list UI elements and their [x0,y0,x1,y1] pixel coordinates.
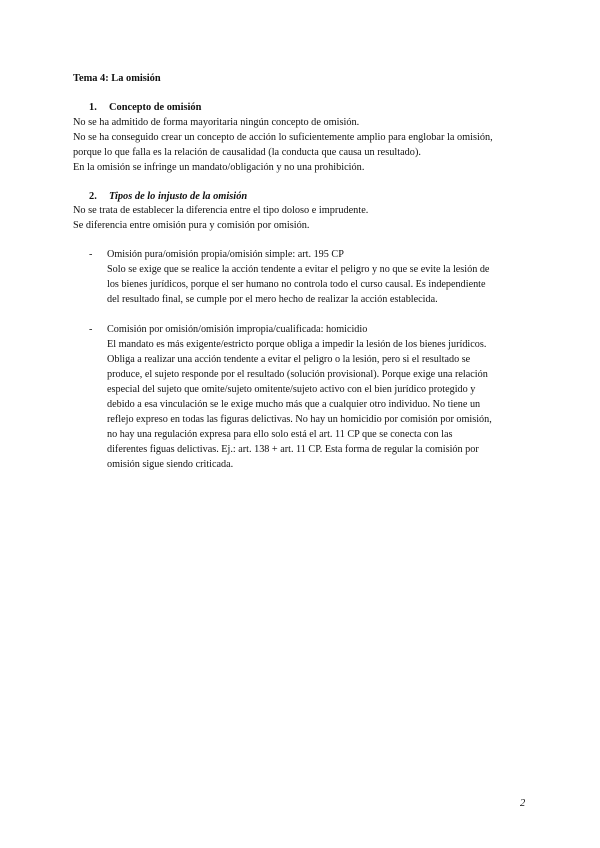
section-number: 2. [89,191,97,202]
section-heading-tipos [89,191,247,202]
list-item-line: los bienes jurídicos, porque el ser humano no controla todo el curso causal. Es independiente [107,279,486,290]
list-item-line: El mandato es más exigente/estricto porque obliga a impedir la lesión de los bienes jurídicos. [107,339,487,350]
list-item-line: Omisión pura/omisión propia/omisión simple: art. 195 CP [107,249,344,260]
list-item-body [107,322,539,472]
paragraph-line: No se trata de establecer la diferencia entre el tipo doloso e imprudente. [73,205,369,216]
list-item-line: especial del sujeto que omite/sujeto omitente/sujeto activo con el bien jurídico protegido y [107,384,476,395]
section-heading-concepto [89,102,201,113]
paragraph-line: porque lo que falla es la relación de causalidad (la conducta que causa un resultado). [73,147,421,158]
bullet-dash: - [89,249,93,260]
list-item-line: debido a esa vinculación se le exige mucho más que a cualquier otro individuo. No tiene un [107,399,481,410]
list-item-body [107,247,539,307]
page-number: 2 [520,798,526,809]
list-item-line: reflejo expreso en todas las figuras delictivas. No hay un homicidio por comisión por omisión, [107,414,492,425]
list-item-line: Solo se exige que se realice la acción tendente a evitar el peligro y no que se evite la lesión de [107,264,490,275]
section-number: 1. [89,102,97,113]
list-item-line: omisión sigue siendo criticada. [107,459,234,470]
section-title: Tipos de lo injusto de la omisión [109,191,248,202]
section-title: Concepto de omisión [109,102,202,113]
paragraph-line: No se ha conseguido crear un concepto de acción lo suficientemente amplio para englobar la omisión, [73,132,493,143]
section-paragraph-concepto [73,115,533,175]
list-item-line: Obliga a realizar una acción tendente a evitar el peligro o la lesión, pero si el resultado se [107,354,471,365]
paragraph-line: Se diferencia entre omisión pura y comisión por omisión. [73,220,310,231]
list-item-line: Comisión por omisión/omisión impropia/cualificada: homicidio [107,324,368,335]
document-title: Tema 4: La omisión [73,73,161,84]
list-item-line: del resultado final, se cumple por el mero hecho de realizar la acción establecida. [107,294,438,305]
paragraph-line: No se ha admitido de forma mayoritaria ningún concepto de omisión. [73,117,360,128]
section-paragraph-tipos [73,203,533,233]
list-item-line: diferentes figuas delictivas. Ej.: art. 138 + art. 11 CP. Esta forma de regular la comisión por [107,444,479,455]
bullet-dash: - [89,324,93,335]
list-item-line: no hay una regulación expresa para ello solo está el art. 11 CP que se conecta con las [107,429,453,440]
paragraph-line: En la omisión se infringe un mandato/obligación y no una prohibición. [73,162,365,173]
list-item-line: produce, el sujeto responde por el resultado (solución provisional). Porque exige una relación [107,369,488,380]
